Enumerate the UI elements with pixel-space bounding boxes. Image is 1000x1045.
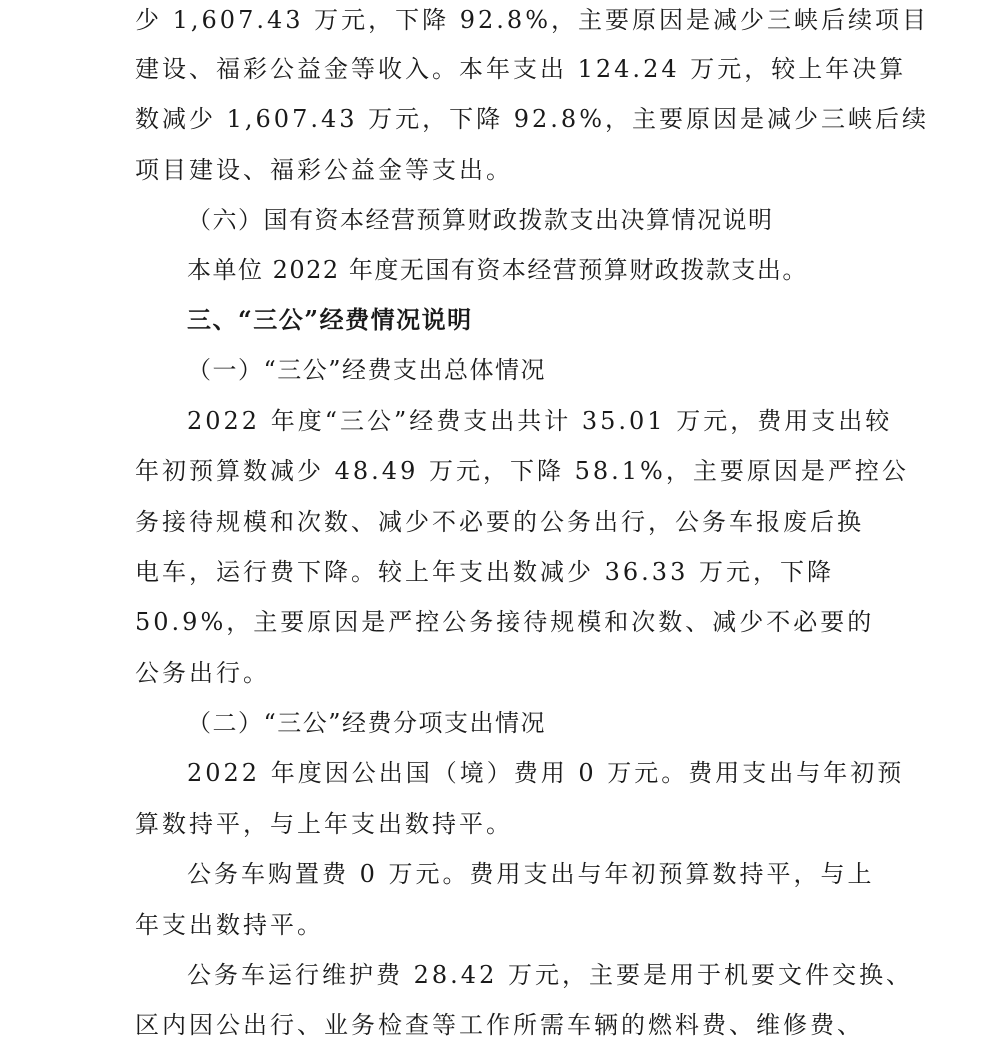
body-line-9: 2022 年度“三公”经费支出共计 35.01 万元，费用支出较: [187, 407, 893, 435]
body-line-1: 少 1,607.43 万元，下降 92.8%，主要原因是减少三峡后续项目: [135, 6, 930, 34]
body-line-21: 区内因公出行、业务检查等工作所需车辆的燃料费、维修费、: [135, 1011, 864, 1039]
body-line-16: 2022 年度因公出国（境）费用 0 万元。费用支出与年初预: [187, 759, 905, 787]
body-line-14: 公务出行。: [135, 659, 270, 687]
body-line-18: 公务车购置费 0 万元。费用支出与年初预算数持平，与上: [187, 860, 875, 888]
body-line-10: 年初预算数减少 48.49 万元，下降 58.1%，主要原因是严控公: [135, 457, 909, 485]
subsection-heading-1: （一）“三公”经费支出总体情况: [187, 356, 547, 384]
body-line-2: 建设、福彩公益金等收入。本年支出 124.24 万元，较上年决算: [135, 55, 907, 83]
body-line-4: 项目建设、福彩公益金等支出。: [135, 156, 513, 184]
subsection-heading-2: （二）“三公”经费分项支出情况: [187, 709, 547, 737]
body-line-11: 务接待规模和次数、减少不必要的公务出行，公务车报废后换: [135, 508, 864, 536]
body-line-20: 公务车运行维护费 28.42 万元，主要是用于机要文件交换、: [187, 961, 913, 989]
body-line-6: 本单位 2022 年度无国有资本经营预算财政拨款支出。: [187, 256, 808, 284]
body-line-17: 算数持平，与上年支出数持平。: [135, 810, 513, 838]
body-line-19: 年支出数持平。: [135, 911, 324, 939]
body-line-13: 50.9%，主要原因是严控公务接待规模和次数、减少不必要的: [135, 608, 875, 636]
body-line-12: 电车，运行费下降。较上年支出数减少 36.33 万元，下降: [135, 558, 834, 586]
body-line-3: 数减少 1,607.43 万元，下降 92.8%，主要原因是减少三峡后续: [135, 105, 930, 133]
section-heading-6: （六）国有资本经营预算财政拨款支出决算情况说明: [187, 206, 774, 234]
chapter-heading-3: 三、“三公”经费情况说明: [187, 305, 473, 334]
